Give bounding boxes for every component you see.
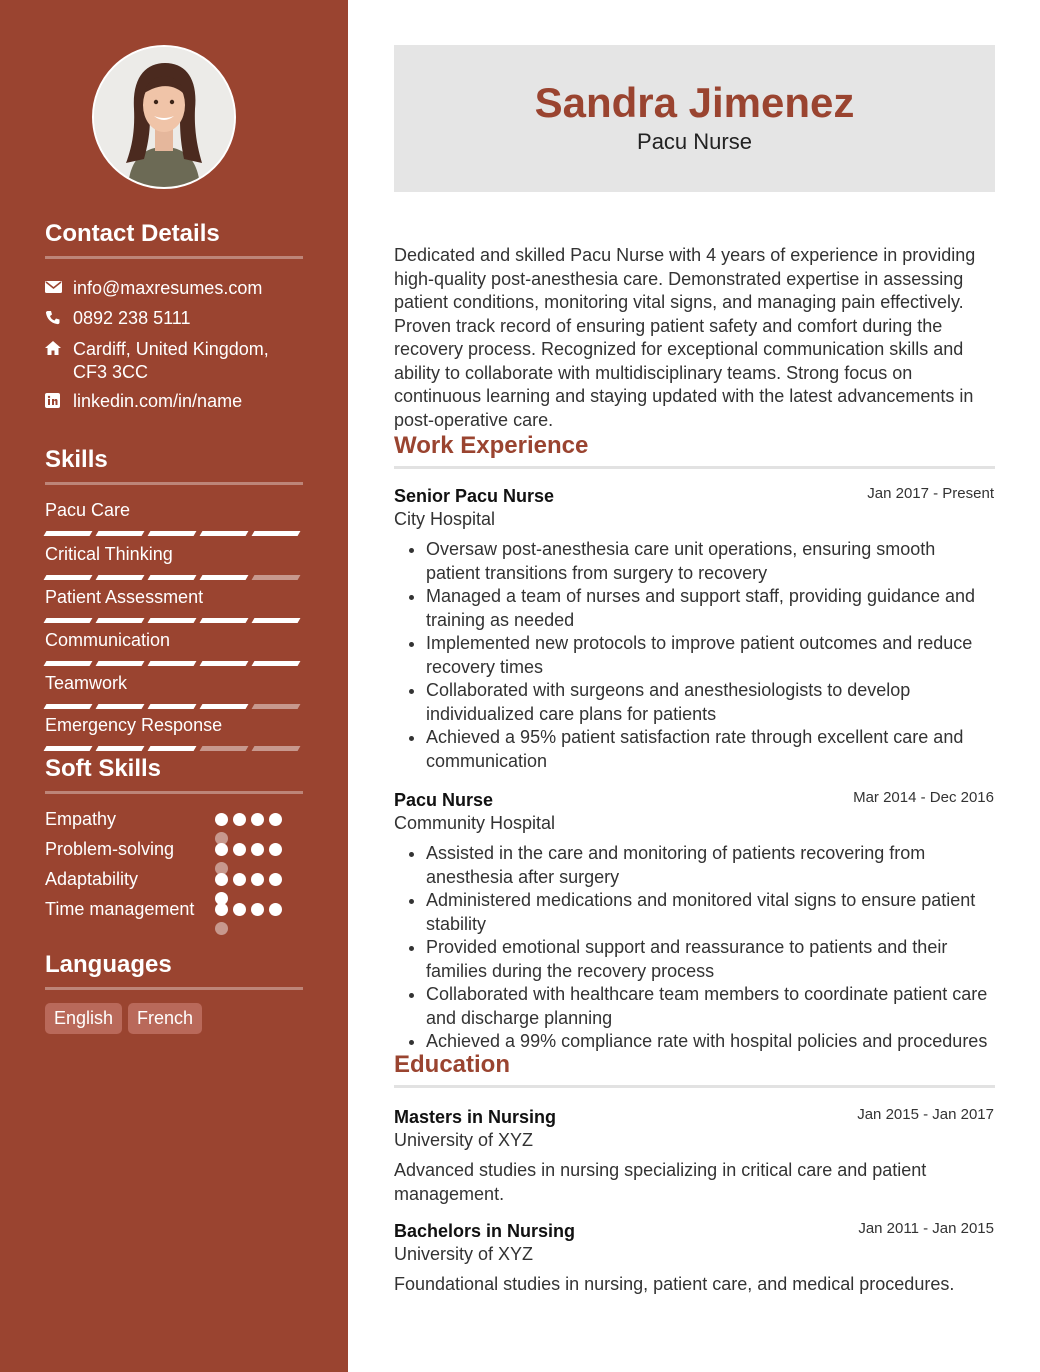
- job-date: Jan 2017 - Present: [867, 485, 994, 502]
- soft-skill-label: Adaptability: [45, 869, 139, 889]
- skill-level-segment: [96, 531, 145, 536]
- rating-dot: [233, 873, 246, 886]
- list-item: • Achieved a 95% patient satisfaction rate through excellent care and communication: [426, 726, 994, 773]
- home-icon: [45, 338, 73, 384]
- skill-level-bar: [45, 575, 303, 580]
- school: University of XYZ: [394, 1130, 534, 1150]
- job-date: Mar 2014 - Dec 2016: [853, 789, 994, 806]
- education-desc: Advanced studies in nursing specializing in critical care and patient management.: [394, 1160, 927, 1204]
- rating-dot: [269, 843, 282, 856]
- list-item: • Provided emotional support and reassurance to patients and their families during the recovery process: [426, 936, 994, 983]
- list-item: • Implemented new protocols to improve patient outcomes and reduce recovery times: [426, 632, 994, 679]
- skill-level-segment: [148, 618, 197, 623]
- skill-level-segment: [44, 704, 93, 709]
- contact-phone[interactable]: [45, 307, 303, 330]
- soft-skill-label: Problem-solving: [45, 839, 175, 859]
- skill-level-segment: [96, 746, 145, 751]
- skill-level-segment: [252, 746, 301, 751]
- skill-level-segment: [252, 531, 301, 536]
- list-item: • Collaborated with healthcare team members to coordinate patient care and discharge planning: [426, 983, 994, 1030]
- skill-level-segment: [200, 575, 249, 580]
- skill-label: Teamwork: [45, 673, 128, 693]
- rating-dot: [215, 873, 228, 886]
- job-role: Pacu Nurse: [394, 790, 494, 810]
- rating-dot: [251, 813, 264, 826]
- envelope-icon: [45, 277, 73, 300]
- soft-skill-item: [45, 897, 303, 922]
- skill-item: [45, 672, 303, 709]
- skill-level-bar: [45, 746, 303, 751]
- linkedin-text: linkedin.com/in/name: [73, 391, 243, 411]
- education-date: Jan 2011 - Jan 2015: [858, 1220, 994, 1237]
- list-item: • Managed a team of nurses and support staff, providing guidance and training as needed: [426, 585, 994, 632]
- linkedin-icon: [45, 390, 73, 413]
- soft-skill-rating: [215, 903, 287, 935]
- skill-level-segment: [200, 618, 249, 623]
- list-item: • Assisted in the care and monitoring of patients recovering from anesthesia after surgery: [426, 842, 994, 889]
- skill-level-segment: [148, 746, 197, 751]
- email-text: info@maxresumes.com: [73, 278, 263, 298]
- skill-level-segment: [96, 618, 145, 623]
- address-line-1: Cardiff, United Kingdom,: [73, 339, 269, 359]
- skill-level-segment: [252, 618, 301, 623]
- languages-heading: Languages: [45, 951, 303, 990]
- skill-item: [45, 586, 303, 623]
- skill-level-bar: [45, 661, 303, 666]
- list-item: • Achieved a 99% compliance rate with hospital policies and procedures: [426, 1030, 994, 1054]
- phone-text: 0892 238 5111: [73, 308, 191, 328]
- phone-icon: [45, 307, 73, 330]
- education-desc: Foundational studies in nursing, patient care, and medical procedures.: [394, 1274, 955, 1294]
- skill-item: [45, 543, 303, 580]
- avatar: [92, 45, 236, 189]
- candidate-name: Sandra Jimenez: [534, 79, 855, 126]
- skill-level-segment: [200, 704, 249, 709]
- job-org: Community Hospital: [394, 813, 556, 833]
- education-entry: [394, 1105, 994, 1206]
- skill-level-segment: [148, 661, 197, 666]
- rating-dot: [251, 903, 264, 916]
- soft-skills-heading: Soft Skills: [45, 755, 303, 794]
- skill-level-segment: [44, 618, 93, 623]
- skill-label: Critical Thinking: [45, 544, 173, 564]
- rating-dot: [215, 903, 228, 916]
- job-role: Senior Pacu Nurse: [394, 486, 555, 506]
- rating-dot: [269, 873, 282, 886]
- skill-item: [45, 629, 303, 666]
- skill-level-segment: [200, 531, 249, 536]
- skill-level-segment: [252, 575, 301, 580]
- rating-dot: [269, 813, 282, 826]
- skill-level-segment: [44, 746, 93, 751]
- rating-dot: [215, 843, 228, 856]
- skill-level-bar: [45, 531, 303, 536]
- skill-level-segment: [44, 575, 93, 580]
- profile-photo-icon: [94, 47, 234, 187]
- summary-text: Dedicated and skilled Pacu Nurse with 4 years of experience in providing high-quality post-anesthesia care. Demonstrated expertise in assessing patient conditions, monitoring vital signs, and managing pain effectively. Proven track record of ensuring patient safety and comfort during the recovery process. Recognized for exceptional communication skills and ability to collaborate with multidisciplinary teams. Strong focus on continuous learning and staying updated with the latest advancements in post-operative care.: [394, 245, 976, 430]
- education-date: Jan 2015 - Jan 2017: [857, 1106, 994, 1123]
- skill-label: Patient Assessment: [45, 587, 204, 607]
- skill-level-segment: [96, 661, 145, 666]
- skill-level-segment: [200, 661, 249, 666]
- degree: Bachelors in Nursing: [394, 1221, 576, 1241]
- job-org: City Hospital: [394, 509, 496, 529]
- skill-level-bar: [45, 704, 303, 709]
- list-item: • Collaborated with surgeons and anesthesiologists to develop individualized care plans for patients: [426, 679, 994, 726]
- job-bullets: [394, 842, 994, 1054]
- address-line-2: CF3 3CC: [73, 362, 149, 382]
- skills-heading: Skills: [45, 446, 303, 485]
- sidebar: [0, 0, 348, 1372]
- rating-dot: [251, 873, 264, 886]
- skill-level-segment: [252, 661, 301, 666]
- skill-level-segment: [148, 575, 197, 580]
- skill-label: Pacu Care: [45, 500, 131, 520]
- list-item: • Administered medications and monitored vital signs to ensure patient stability: [426, 889, 994, 936]
- language-tag: French: [128, 1003, 202, 1034]
- language-tag: English: [45, 1003, 122, 1034]
- skill-level-segment: [200, 746, 249, 751]
- skill-label: Emergency Response: [45, 715, 223, 735]
- education-entry: [394, 1219, 994, 1297]
- skill-level-segment: [96, 704, 145, 709]
- contact-linkedin[interactable]: [45, 390, 303, 413]
- education-heading: Education: [394, 1051, 995, 1088]
- contact-address: [45, 338, 303, 384]
- skill-item: [45, 714, 303, 751]
- skill-level-segment: [44, 661, 93, 666]
- contact-heading: Contact Details: [45, 220, 303, 259]
- contact-email[interactable]: [45, 277, 303, 300]
- rating-dot: [215, 813, 228, 826]
- skill-level-bar: [45, 618, 303, 623]
- list-item: • Oversaw post-anesthesia care unit operations, ensuring smooth patient transitions from surgery to recovery: [426, 538, 994, 585]
- soft-skill-item: [45, 867, 303, 892]
- skill-level-segment: [44, 531, 93, 536]
- candidate-title: Pacu Nurse: [637, 129, 752, 154]
- skill-level-segment: [148, 704, 197, 709]
- skill-level-segment: [252, 704, 301, 709]
- soft-skill-item: [45, 807, 303, 832]
- name-header: [394, 45, 995, 192]
- soft-skill-item: [45, 837, 303, 862]
- work-experience-heading: Work Experience: [394, 432, 995, 469]
- rating-dot: [233, 903, 246, 916]
- school: University of XYZ: [394, 1244, 534, 1264]
- skill-label: Communication: [45, 630, 171, 650]
- rating-dot: [233, 813, 246, 826]
- soft-skill-label: Time management: [45, 899, 195, 919]
- skill-level-segment: [148, 531, 197, 536]
- rating-dot: [233, 843, 246, 856]
- job-bullets: [394, 538, 994, 773]
- degree: Masters in Nursing: [394, 1107, 557, 1127]
- rating-dot: [251, 843, 264, 856]
- job-entry: [394, 484, 994, 773]
- skill-level-segment: [96, 575, 145, 580]
- skill-item: [45, 499, 303, 536]
- rating-dot: [269, 903, 282, 916]
- rating-dot: [215, 922, 228, 935]
- job-entry: [394, 788, 994, 1054]
- soft-skill-label: Empathy: [45, 809, 117, 829]
